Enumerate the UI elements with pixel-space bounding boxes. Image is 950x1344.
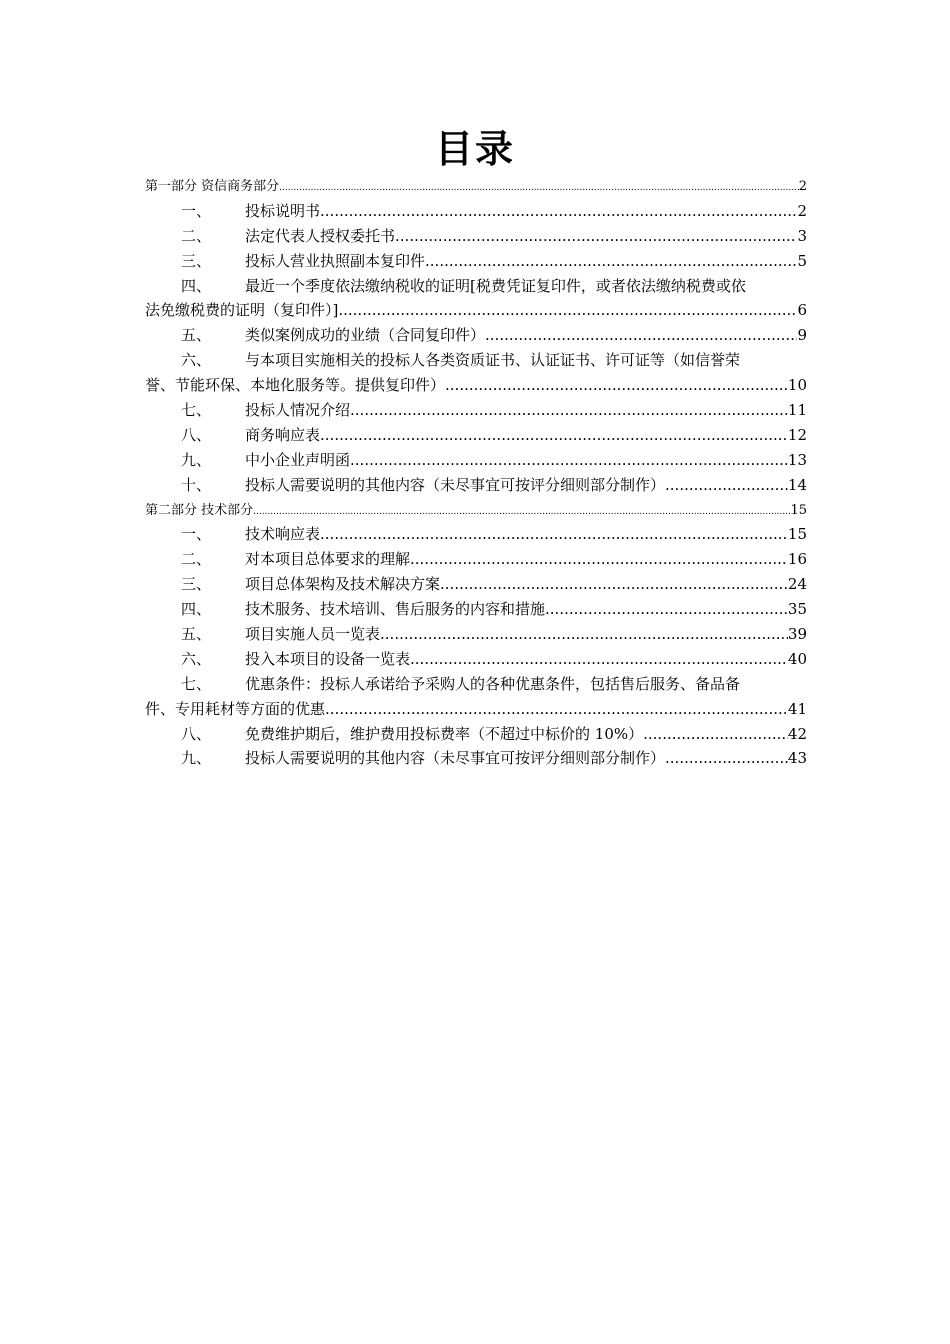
toc-entry-text: 商务响应表 bbox=[245, 425, 321, 444]
toc-entry-continuation[interactable] bbox=[145, 299, 807, 324]
toc-entry-text: 投标说明书 bbox=[245, 201, 321, 220]
toc-leader-dots bbox=[253, 507, 790, 517]
toc-leader-dots bbox=[350, 401, 788, 419]
toc-entry[interactable] bbox=[145, 449, 807, 474]
toc-page-number: 15 bbox=[787, 525, 807, 544]
toc-entry[interactable] bbox=[145, 623, 807, 648]
toc-page-number: 5 bbox=[797, 251, 807, 270]
toc-leader-dots bbox=[320, 426, 788, 444]
toc-entry-text: 投标人需要说明的其他内容（未尽事宜可按评分细则部分制作） bbox=[245, 475, 666, 494]
toc-entry-text: 技术服务、技术培训、售后服务的内容和措施 bbox=[245, 600, 546, 619]
toc-page-number: 39 bbox=[787, 625, 807, 644]
toc-page-number: 9 bbox=[797, 326, 807, 345]
toc-leader-dots bbox=[320, 202, 797, 220]
toc-page-number: 12 bbox=[787, 425, 807, 444]
toc-entry[interactable] bbox=[145, 523, 807, 548]
toc-leader-dots bbox=[440, 575, 788, 593]
toc-page-number: 42 bbox=[787, 724, 807, 743]
toc-entry-text: 对本项目总体要求的理解 bbox=[245, 550, 411, 569]
toc-page-number: 6 bbox=[797, 301, 807, 320]
toc-page-number: 14 bbox=[787, 475, 807, 494]
toc-page-number: 2 bbox=[797, 201, 807, 220]
toc-entry-number: 七、 bbox=[181, 401, 212, 420]
toc-entry-continuation[interactable] bbox=[145, 374, 807, 399]
toc-title: 目录 bbox=[434, 127, 515, 171]
toc-entry-number: 十、 bbox=[181, 475, 212, 494]
toc-page-number: 41 bbox=[787, 699, 807, 718]
toc-page-number: 43 bbox=[787, 749, 807, 768]
toc-entry-number: 二、 bbox=[181, 226, 212, 245]
toc-entry[interactable] bbox=[145, 474, 807, 499]
toc-entry[interactable] bbox=[145, 648, 807, 673]
toc-entry-text: 投标人需要说明的其他内容（未尽事宜可按评分细则部分制作） bbox=[245, 749, 666, 768]
toc-entry-text: 投入本项目的设备一览表 bbox=[245, 649, 411, 668]
toc-entry[interactable] bbox=[145, 399, 807, 424]
toc-leader-dots bbox=[338, 301, 797, 319]
toc-part-1[interactable] bbox=[145, 175, 807, 200]
toc-entry-number: 八、 bbox=[181, 425, 212, 444]
toc-entry-text: 最近一个季度依法缴纳税收的证明[税费凭证复印件，或者依法缴纳税费或依 bbox=[245, 276, 746, 295]
toc-entry-text: 优惠条件：投标人承诺给予采购人的各种优惠条件，包括售后服务、备品备 bbox=[245, 674, 741, 693]
toc-leader-dots bbox=[325, 700, 788, 718]
toc-leader-dots bbox=[320, 525, 788, 543]
toc-entry[interactable] bbox=[145, 424, 807, 449]
toc-leader-dots bbox=[665, 476, 788, 494]
toc-entry-text: 项目实施人员一览表 bbox=[245, 625, 381, 644]
toc-entry-text: 投标人营业执照副本复印件 bbox=[245, 251, 426, 270]
toc-entry-text: 法定代表人授权委托书 bbox=[245, 226, 396, 245]
toc-entry-text: 中小企业声明函 bbox=[245, 450, 351, 469]
toc-leader-dots bbox=[410, 650, 788, 668]
toc-entry-number: 五、 bbox=[181, 326, 212, 345]
toc-page-number: 2 bbox=[798, 179, 807, 194]
toc-page-number: 40 bbox=[787, 649, 807, 668]
toc-page-number: 3 bbox=[797, 226, 807, 245]
toc-leader-dots bbox=[279, 183, 799, 193]
toc-entry[interactable] bbox=[145, 673, 807, 698]
toc-entry-number: 九、 bbox=[181, 450, 212, 469]
toc-entry[interactable] bbox=[145, 573, 807, 598]
toc-entry-number: 四、 bbox=[181, 600, 212, 619]
toc-page-number: 15 bbox=[790, 502, 807, 518]
toc-entry-text: 投标人情况介绍 bbox=[245, 401, 351, 420]
toc-entry-number: 三、 bbox=[181, 251, 212, 270]
toc-entry-number: 一、 bbox=[181, 525, 212, 544]
toc-entry[interactable] bbox=[145, 349, 807, 374]
toc-entry[interactable] bbox=[145, 324, 807, 349]
toc-entry-number: 二、 bbox=[181, 550, 212, 569]
toc-leader-dots bbox=[485, 326, 797, 344]
toc-entry-number: 三、 bbox=[181, 575, 212, 594]
toc-entry-number: 六、 bbox=[181, 649, 212, 668]
toc-entry[interactable] bbox=[145, 275, 807, 300]
toc-entry-number: 九、 bbox=[181, 749, 212, 768]
toc-leader-dots bbox=[445, 376, 788, 394]
toc-leader-dots bbox=[395, 227, 797, 245]
toc-leader-dots bbox=[425, 252, 797, 270]
toc-entry[interactable] bbox=[145, 225, 807, 250]
toc-page-number: 24 bbox=[787, 575, 807, 594]
toc-entry-text-continued: 誉、节能环保、本地化服务等。提供复印件） bbox=[145, 376, 446, 395]
toc-page-number: 35 bbox=[787, 600, 807, 619]
toc-entry-text: 项目总体架构及技术解决方案 bbox=[245, 575, 441, 594]
toc-leader-dots bbox=[380, 625, 788, 643]
toc-page-number: 13 bbox=[787, 450, 807, 469]
table-of-contents bbox=[145, 175, 807, 772]
toc-leader-dots bbox=[665, 749, 788, 767]
toc-entry[interactable] bbox=[145, 598, 807, 623]
toc-entry[interactable] bbox=[145, 548, 807, 573]
toc-entry-text-continued: 件、专用耗材等方面的优惠 bbox=[145, 699, 326, 718]
toc-part-2[interactable] bbox=[145, 499, 807, 524]
toc-entry-number: 七、 bbox=[181, 674, 212, 693]
toc-entry[interactable] bbox=[145, 250, 807, 275]
toc-leader-dots bbox=[410, 550, 788, 568]
toc-part-label: 第一部分 资信商务部分 bbox=[145, 179, 280, 194]
toc-entry[interactable] bbox=[145, 723, 807, 748]
toc-entry-number: 八、 bbox=[181, 724, 212, 743]
toc-leader-dots bbox=[545, 600, 788, 618]
toc-entry-number: 一、 bbox=[181, 201, 212, 220]
toc-entry-number: 四、 bbox=[181, 276, 212, 295]
toc-page-number: 10 bbox=[787, 376, 807, 395]
toc-entry[interactable] bbox=[145, 200, 807, 225]
toc-entry-text: 免费维护期后，维护费用投标费率（不超过中标价的 10%） bbox=[245, 724, 644, 743]
toc-entry-text: 类似案例成功的业绩（合同复印件） bbox=[245, 326, 486, 345]
toc-leader-dots bbox=[350, 451, 788, 469]
toc-page-number: 11 bbox=[787, 401, 807, 420]
toc-entry-text: 技术响应表 bbox=[245, 525, 321, 544]
toc-leader-dots bbox=[643, 725, 788, 743]
toc-entry-text-continued: 法免缴税费的证明（复印件）] bbox=[145, 301, 339, 320]
toc-entry[interactable] bbox=[145, 747, 807, 772]
toc-entry-number: 六、 bbox=[181, 351, 212, 370]
toc-part-label: 第二部分 技术部分 bbox=[145, 502, 254, 518]
toc-page-number: 16 bbox=[787, 550, 807, 569]
toc-entry-text: 与本项目实施相关的投标人各类资质证书、认证证书、许可证等（如信誉荣 bbox=[245, 351, 741, 370]
toc-entry-continuation[interactable] bbox=[145, 698, 807, 723]
toc-entry-number: 五、 bbox=[181, 625, 212, 644]
